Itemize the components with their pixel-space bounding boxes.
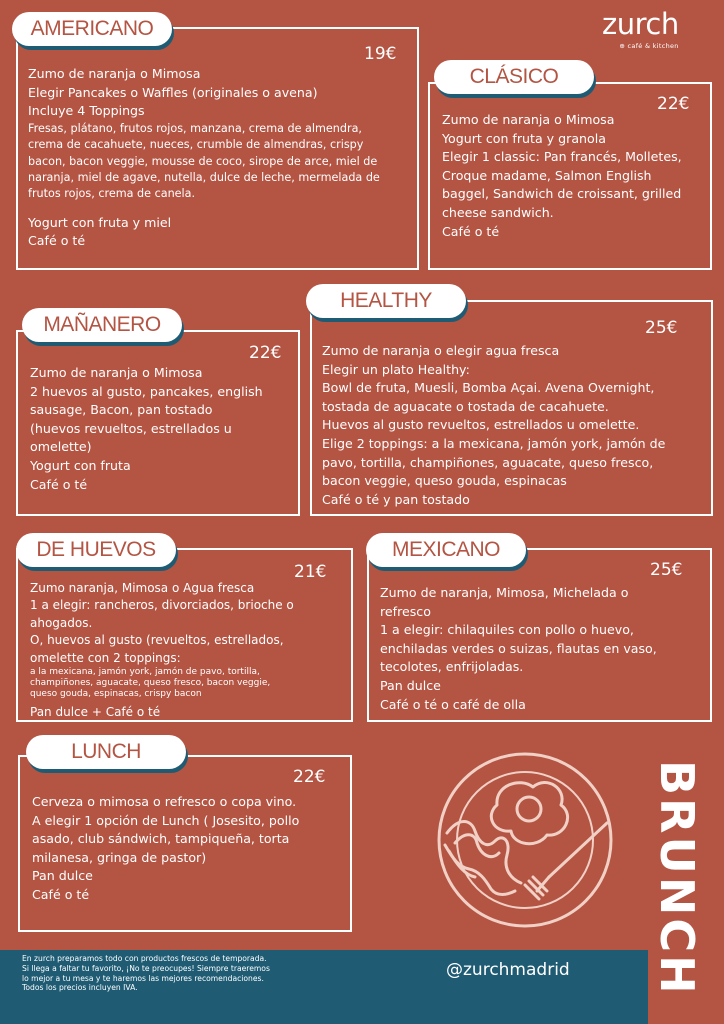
menu-line: tecolotes, enfrijoladas. [380, 659, 524, 675]
menu-line: baggel, Sandwich de croissant, grilled [442, 186, 682, 202]
americano-title: AMERICANO [12, 12, 172, 46]
dehuevos-title: DE HUEVOS [16, 533, 176, 567]
lunch-price: 22€ [293, 767, 326, 787]
breakfast-plate-icon [425, 745, 625, 935]
topping-line: frutos rojos, crema de canela. [28, 187, 196, 201]
vertical-title [648, 760, 718, 997]
mananero-title: MAÑANERO [22, 308, 182, 342]
menu-line: Café o té y pan tostado [322, 491, 470, 507]
menu-line: Cerveza o mimosa o refresco o copa vino. [32, 794, 297, 809]
menu-line: Yogurt con fruta y granola [442, 130, 606, 146]
menu-line: Café o té [28, 233, 86, 249]
menu-line: Pan dulce + Café o té [30, 705, 161, 720]
footer-bar [0, 950, 648, 1024]
menu-line: Elegir 1 classic: Pan francés, Molletes, [442, 149, 682, 165]
toppings-list [30, 667, 352, 700]
menu-line: milanesa, gringa de pastor) [32, 849, 207, 865]
menu-line: omelette) [30, 439, 92, 455]
menu-line: enchiladas verdes o suizas, flautas en vaso, [380, 640, 657, 656]
topping-line: Fresas, plátano, frutos rojos, manzana, crema de almendra, [28, 121, 362, 135]
menu-line: 1 a elegir: rancheros, divorciados, brioche o [30, 598, 294, 613]
menu-line: bacon veggie, queso gouda, espinacas [322, 473, 567, 489]
menu-line: (huevos revueltos, estrellados u [30, 420, 232, 436]
americano-body [28, 65, 416, 251]
footer-note [22, 954, 332, 993]
lunch-body [32, 793, 350, 905]
mananero-body [30, 364, 298, 494]
mexicano-body [380, 584, 710, 714]
menu-line: O, huevos al gusto (revueltos, estrellados, [30, 633, 284, 648]
menu-line: Zumo de naranja, Mimosa, Michelada o [380, 585, 629, 600]
menu-line: Incluye 4 Toppings [28, 103, 145, 119]
clasico-price: 22€ [657, 94, 690, 114]
brunch-title: BRUNCH [650, 760, 704, 997]
menu-line: Croque madame, Salmon English [442, 167, 652, 183]
menu-line: Café o té [442, 223, 500, 239]
social-handle: @zurchmadrid [446, 960, 570, 980]
topping-line: champiñones, aguacate, queso fresco, bacon veggie, [30, 678, 271, 689]
toppings-list [28, 121, 416, 203]
topping-line: naranja, miel de agave, nutella, dulce de leche, mermelada de [28, 171, 380, 184]
menu-line: Café o té o café de olla [380, 696, 526, 712]
brand-logo [602, 8, 679, 50]
menu-line: Zumo de naranja o Mimosa [442, 112, 615, 127]
dehuevos-price: 21€ [294, 562, 327, 582]
menu-line: Bowl de fruta, Muesli, Bomba Açai. Avena Overnight, [322, 380, 655, 396]
menu-line: Huevos al gusto revueltos, estrellados u omelette. [322, 417, 640, 433]
menu-line: Zumo de naranja o elegir agua fresca [322, 343, 560, 358]
mexicano-price: 25€ [650, 560, 683, 580]
healthy-body [322, 342, 710, 509]
note-line: lo mejor a tu mesa y te haremos las mejores recomendaciones. [22, 973, 264, 983]
menu-line: pavo, tortilla, champiñones, aguacate, queso fresco, [322, 454, 654, 470]
healthy-title: HEALTHY [306, 284, 466, 318]
menu-line: Elegir Pancakes o Waffles (originales o avena) [28, 84, 318, 100]
topping-line: crema de cacahuete, nueces, crumble de almendras, crispy [28, 138, 364, 152]
menu-line: A elegir 1 opción de Lunch ( Josesito, pollo [32, 812, 300, 828]
topping-line: queso gouda, espinacas, crispy bacon [30, 689, 202, 700]
menu-line: asado, club sándwich, tampiqueña, torta [32, 831, 290, 847]
menu-line: 2 huevos al gusto, pancakes, english [30, 383, 263, 399]
mexicano-title: MEXICANO [366, 533, 526, 567]
menu-line: Café o té [32, 886, 90, 902]
leaf-icon: ⊕ [619, 42, 626, 50]
note-line: Todos los precios incluyen IVA. [22, 983, 138, 993]
menu-line: cheese sandwich. [442, 204, 554, 220]
menu-line: Elegir un plato Healthy: [322, 361, 470, 377]
menu-line: Yogurt con fruta y miel [28, 214, 172, 230]
brand-name: zurch [602, 7, 679, 41]
menu-line: omelette con 2 toppings: [30, 650, 181, 665]
menu-line: sausage, Bacon, pan tostado [30, 402, 213, 418]
clasico-body [442, 111, 710, 241]
menu-line: tostada de aguacate o tostada de cacahuete. [322, 398, 609, 414]
clasico-title: CLÁSICO [434, 60, 594, 94]
topping-line: bacon, bacon veggie, mousse de coco, sirope de arce, miel de [28, 154, 378, 168]
note-line: Si llega a faltar tu favorito, ¡No te preocupes! Siempre traeremos [22, 963, 270, 973]
menu-line: Zumo naranja, Mimosa o Agua fresca [30, 581, 255, 595]
menu-line: refresco [380, 603, 431, 619]
dehuevos-body [30, 580, 352, 721]
menu-line: Yogurt con fruta [30, 457, 131, 473]
note-line: En zurch preparamos todo con productos frescos de temporada. [22, 954, 267, 963]
mananero-price: 22€ [249, 343, 282, 363]
menu-line: ahogados. [30, 615, 93, 630]
menu-line: Zumo de naranja o Mimosa [30, 365, 203, 380]
americano-price: 19€ [364, 44, 397, 64]
menu-line: Café o té [30, 476, 88, 492]
menu-line: 1 a elegir: chilaquiles con pollo o huevo, [380, 622, 634, 638]
topping-line: a la mexicana, jamón york, jamón de pavo, tortilla, [30, 667, 260, 678]
lunch-title: LUNCH [26, 735, 186, 769]
brand-tagline: ⊕ café & kitchen [619, 42, 679, 50]
healthy-price: 25€ [645, 318, 678, 338]
menu-line: Elige 2 toppings: a la mexicana, jamón york, jamón de [322, 435, 666, 451]
menu-line: Pan dulce [380, 677, 441, 693]
menu-line: Zumo de naranja o Mimosa [28, 66, 201, 81]
menu-line: Pan dulce [32, 868, 93, 884]
